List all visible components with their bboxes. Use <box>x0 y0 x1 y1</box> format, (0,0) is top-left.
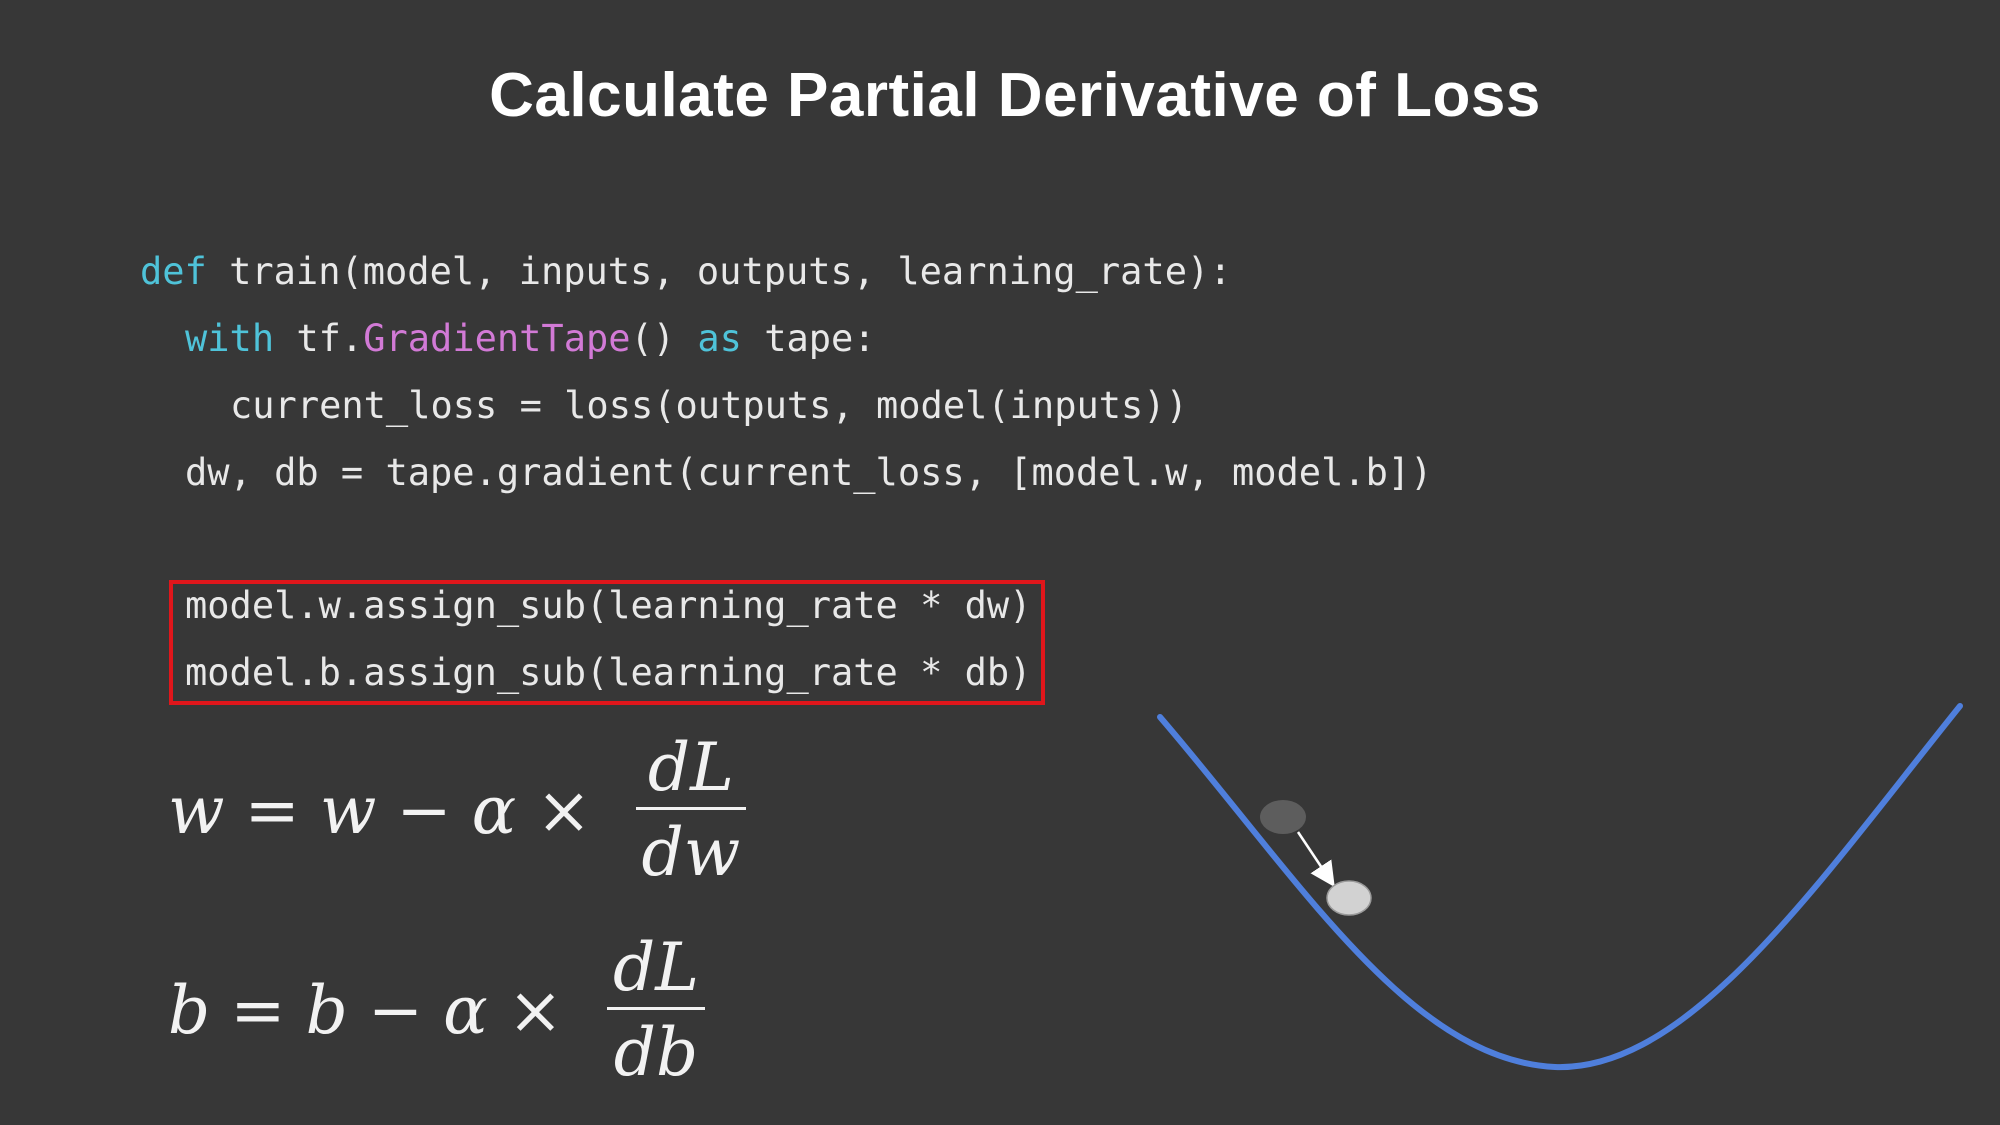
eq-w-lhs: w <box>168 772 225 849</box>
eq-b-alpha: α <box>443 972 488 1049</box>
eq-w-numerator: dL <box>647 729 734 806</box>
eq-w-denominator: dw <box>641 814 741 891</box>
eq-b-lhs: b <box>168 972 211 1049</box>
class-gradienttape: GradientTape <box>363 317 631 360</box>
eq-w-alpha: α <box>471 772 517 849</box>
eq-b-equals: = <box>230 972 286 1049</box>
eq-w-minus: − <box>396 772 452 849</box>
keyword-def: def <box>140 250 207 293</box>
eq-b-denominator: db <box>613 1014 699 1091</box>
code-line-gradient: dw, db = tape.gradient(current_loss, [model.w, model.b]) <box>185 451 1433 494</box>
current-position-marker <box>1327 881 1371 915</box>
keyword-as: as <box>697 317 742 360</box>
previous-position-marker <box>1260 800 1306 834</box>
keyword-with: with <box>185 317 275 360</box>
code-line-assign-w: model.w.assign_sub(learning_rate * dw) <box>185 584 1032 627</box>
code-text: train(model, inputs, outputs, learning_rate): <box>206 250 1232 293</box>
eq-b-var: b <box>305 972 348 1049</box>
eq-b-times: × <box>507 972 564 1049</box>
code-line-current-loss: current_loss = loss(outputs, model(inputs)) <box>230 384 1188 427</box>
code-text: tape: <box>741 317 876 360</box>
slide-title: Calculate Partial Derivative of Loss <box>489 61 1541 130</box>
eq-w-equals: = <box>244 772 300 849</box>
eq-b-minus: − <box>367 972 424 1049</box>
code-line-assign-b: model.b.assign_sub(learning_rate * db) <box>185 651 1032 694</box>
eq-w-var: w <box>319 772 377 849</box>
loss-curve <box>1160 706 1960 1067</box>
eq-w-times: × <box>536 772 592 849</box>
step-arrow <box>1298 832 1332 883</box>
eq-b-numerator: dL <box>613 929 700 1006</box>
code-text: () <box>630 317 698 360</box>
code-text: tf. <box>274 317 364 360</box>
